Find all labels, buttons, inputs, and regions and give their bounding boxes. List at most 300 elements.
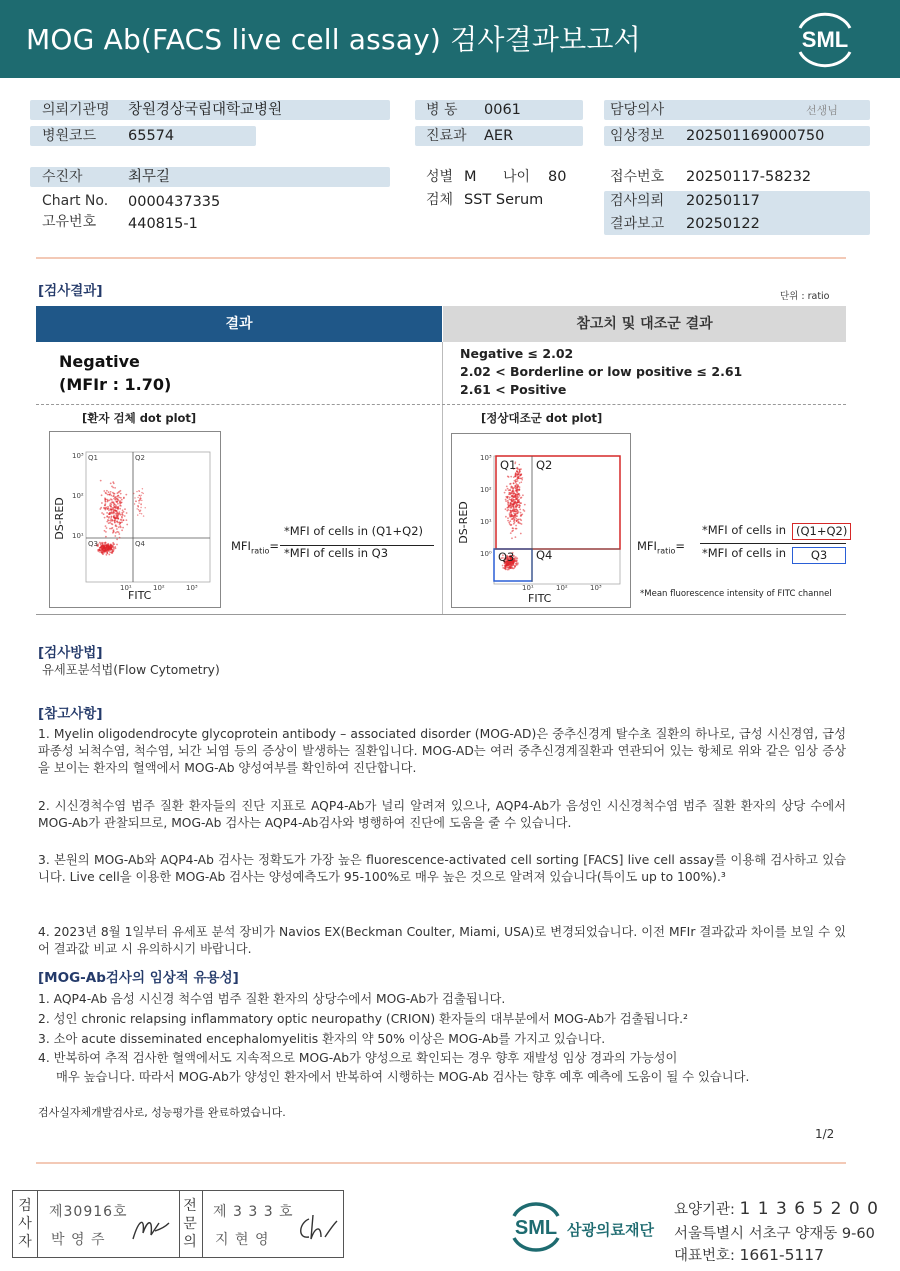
scatter-dot	[112, 487, 114, 489]
scatter-dot	[120, 497, 122, 499]
scatter-dot	[515, 513, 517, 515]
scatter-dot	[510, 532, 512, 534]
scatter-dot	[110, 518, 112, 520]
reference-column-header: 참고치 및 대조군 결과	[443, 306, 846, 342]
scatter-dot	[508, 522, 510, 524]
scatter-dot	[139, 491, 140, 492]
scatter-dot	[113, 511, 115, 513]
ward-value: 0061	[484, 102, 521, 118]
care-number: 요양기관: 1 1 3 6 5 2 0 0	[674, 1199, 879, 1219]
scatter-dot	[117, 506, 119, 508]
scatter-dot	[114, 487, 116, 489]
scatter-dot	[105, 531, 107, 533]
doctor-label: 담당의사	[610, 102, 665, 118]
clinical-item: 3. 소아 acute disseminated encephalomyelitis 환자의 약 50% 이상은 MOG-Ab를 가지고 있습니다.	[38, 1032, 606, 1046]
scatter-dot	[122, 509, 124, 511]
scatter-dot	[117, 518, 119, 520]
scatter-dot	[505, 569, 507, 571]
scatter-dot	[110, 506, 112, 508]
scatter-dot	[514, 505, 516, 507]
scatter-dot	[513, 482, 515, 484]
scatter-dot	[513, 506, 515, 508]
scatter-dot	[108, 554, 110, 556]
scatter-dot	[512, 527, 514, 529]
scatter-dot	[112, 549, 114, 551]
scatter-dot	[116, 544, 118, 546]
formula-numerator-prefix: *MFI of cells in	[702, 523, 786, 537]
name-label: 수진자	[42, 169, 83, 185]
note-4: 4. 2023년 8월 1일부터 유세포 분석 장비가 Navios EX(Beckman Coulter, Miami, USA)로 변경되었습니다. 이전 MFIr 결과값과 차이를 보일 수 있어 결과값 비교 시 유의하시기 바랍니다.	[38, 925, 846, 956]
scatter-dot	[520, 474, 522, 476]
signer-role-char: 의	[183, 1234, 197, 1250]
scatter-dot	[118, 497, 120, 499]
scatter-dot	[109, 528, 111, 530]
scatter-dot	[108, 491, 110, 493]
scatter-dot	[120, 527, 122, 529]
scatter-dot	[516, 563, 518, 565]
mfi-formula-label: $MFI_{ratio}=$	[231, 539, 280, 556]
scatter-dot	[122, 527, 124, 529]
scatter-dot	[137, 514, 138, 515]
scatter-dot	[516, 509, 518, 511]
scatter-dot	[113, 517, 115, 519]
tick-label: 10¹	[480, 518, 492, 526]
clinical-item: 1. AQP4-Ab 음성 시신경 척수염 범주 질환 환자의 상당수에서 MOG-Ab가 검출됩니다.	[38, 992, 506, 1006]
scatter-dot	[104, 517, 106, 519]
scatter-dot	[524, 504, 526, 506]
divider	[36, 1162, 846, 1164]
scatter-dot	[506, 486, 508, 488]
divider	[36, 257, 846, 259]
scatter-dot	[116, 510, 118, 512]
scatter-dot	[137, 508, 138, 509]
x-axis-label: FITC	[528, 592, 552, 605]
scatter-dot	[514, 511, 516, 513]
scatter-dot	[516, 561, 518, 563]
scatter-dot	[507, 500, 509, 502]
scatter-dot	[515, 482, 517, 484]
name-value: 최무길	[128, 169, 171, 185]
receipt-label: 접수번호	[610, 169, 665, 185]
signer1-number: 제30916호	[49, 1204, 128, 1220]
scatter-dot	[110, 483, 112, 485]
scatter-dot	[109, 552, 111, 554]
scatter-dot	[117, 516, 119, 518]
report-value: 20250122	[686, 216, 760, 232]
scatter-dot	[116, 501, 118, 503]
table-bottom-border	[36, 614, 846, 615]
scatter-dot	[516, 495, 518, 497]
box-divider	[202, 1191, 203, 1257]
scatter-dot	[509, 510, 511, 512]
scatter-dot	[511, 493, 513, 495]
scatter-dot	[123, 497, 125, 499]
signature-2-icon	[293, 1211, 339, 1245]
formula-denominator: *MFI of cells in Q3	[284, 546, 389, 560]
scatter-dot	[120, 505, 122, 507]
scatter-dot	[106, 527, 108, 529]
formula-numerator: *MFI of cells in (Q1+Q2)	[284, 524, 423, 538]
scatter-dot	[515, 473, 517, 475]
scatter-dot	[143, 493, 144, 494]
institution-label: 의뢰기관명	[42, 102, 110, 118]
method-text: 유세포분석법(Flow Cytometry)	[42, 663, 220, 677]
scatter-dot	[143, 515, 144, 516]
scatter-dot	[103, 550, 105, 552]
scatter-dot	[518, 499, 520, 501]
hospital-code-label: 병원코드	[42, 128, 97, 144]
scatter-dot	[106, 516, 108, 518]
signer-role-char: 문	[183, 1216, 197, 1232]
scatter-dot	[517, 487, 519, 489]
method-title: [검사방법]	[38, 645, 103, 661]
logo-text: SML	[801, 27, 849, 52]
scatter-dot	[106, 512, 108, 514]
scatter-dot	[518, 473, 520, 475]
scatter-dot	[134, 497, 135, 498]
scatter-dot	[507, 507, 509, 509]
scatter-dot	[98, 550, 100, 552]
scatter-dot	[112, 524, 114, 526]
sex-value: M	[464, 169, 477, 185]
scatter-dot	[514, 516, 516, 518]
scatter-dot	[106, 521, 108, 523]
scatter-dot	[119, 511, 121, 513]
scatter-dot	[111, 508, 113, 510]
scatter-dot	[511, 537, 513, 539]
scatter-dot	[516, 518, 518, 520]
scatter-dot	[121, 502, 123, 504]
scatter-dot	[517, 467, 519, 469]
hospital-code-value: 65574	[128, 128, 175, 144]
scatter-dot	[105, 492, 107, 494]
footnote: *Mean fluorescence intensity of FITC channel	[640, 589, 832, 599]
signer-role-char: 사	[18, 1216, 32, 1232]
scatter-dot	[116, 531, 118, 533]
scatter-dot	[120, 493, 122, 495]
tick-label: 10³	[590, 584, 602, 592]
scatter-dot	[513, 499, 515, 501]
control-dot-plot	[451, 433, 631, 608]
scatter-dot	[504, 564, 506, 566]
scatter-dot	[519, 495, 521, 497]
scatter-dot	[502, 567, 504, 569]
scatter-dot	[512, 493, 514, 495]
quadrant-label: Q3	[498, 550, 515, 564]
scatter-dot	[141, 500, 142, 501]
scatter-dot	[507, 517, 509, 519]
institution-value: 창원경상국립대학교병원	[128, 102, 283, 118]
quadrant-label: Q4	[135, 540, 145, 548]
result-line-1: Negative	[59, 352, 140, 371]
tick-label: 10²	[72, 492, 84, 500]
scatter-dot	[508, 476, 510, 478]
scatter-dot	[119, 508, 121, 510]
scatter-dot	[111, 528, 113, 530]
scatter-dot	[101, 512, 103, 514]
patient-plot-title: [환자 검체 dot plot]	[82, 411, 197, 425]
scatter-dot	[519, 482, 521, 484]
report-header	[0, 0, 900, 78]
certified-note: 검사실자체개발검사로, 성능평가를 완료하였습니다.	[38, 1106, 286, 1119]
signer-role-char: 검	[18, 1198, 32, 1214]
tick-label: 10³	[186, 584, 198, 592]
scatter-dot	[511, 530, 513, 532]
scatter-dot	[100, 507, 102, 509]
scatter-dot	[516, 489, 518, 491]
denominator-box: Q3	[792, 547, 846, 564]
scatter-dot	[522, 494, 524, 496]
scatter-dot	[510, 514, 512, 516]
scatter-dot	[125, 494, 127, 496]
scatter-dot	[110, 498, 112, 500]
notes-title: [참고사항]	[38, 706, 103, 722]
scatter-dot	[110, 516, 112, 518]
scatter-dot	[509, 567, 511, 569]
scatter-dot	[507, 488, 509, 490]
scatter-dot	[142, 488, 143, 489]
receipt-value: 20250117-58232	[686, 169, 812, 185]
scatter-dot	[504, 492, 506, 494]
scatter-dot	[515, 479, 517, 481]
scatter-dot	[508, 492, 510, 494]
scatter-dot	[141, 495, 142, 496]
info-bar	[30, 167, 390, 187]
scatter-dot	[138, 495, 139, 496]
scatter-dot	[100, 480, 102, 482]
scatter-dot	[520, 515, 522, 517]
scatter-dot	[118, 533, 120, 535]
mfi-formula-label: $MFI_{ratio}=$	[637, 539, 686, 556]
clinical-value: 202501169000750	[686, 128, 825, 144]
quadrant-label: Q2	[536, 458, 553, 472]
scatter-dot	[522, 477, 524, 479]
scatter-dot	[119, 501, 121, 503]
scatter-dot	[518, 506, 520, 508]
scatter-dot	[523, 509, 525, 511]
note-2: 2. 시신경척수염 범주 질환 환자들의 진단 지표로 AQP4-Ab가 널리 알려져 있으나, AQP4-Ab가 음성인 시신경척수염 범주 질환 환자의 상당 수에서 MOG-Ab가 관찰되므로, MOG-Ab 검사는 AQP4-Ab검사와 병행하여 진단에 도움을 줄 수 있습니다.	[38, 799, 846, 830]
scatter-dot	[520, 512, 522, 514]
scatter-dot	[509, 483, 511, 485]
scatter-dot	[115, 496, 117, 498]
quadrant-label: Q4	[536, 548, 553, 562]
page-number: 1/2	[815, 1127, 835, 1141]
scatter-dot	[109, 512, 111, 514]
scatter-dot	[114, 535, 116, 537]
dashed-separator	[36, 404, 846, 405]
scatter-dot	[520, 497, 522, 499]
scatter-dot	[135, 501, 136, 502]
scatter-dot	[515, 485, 517, 487]
scatter-dot	[521, 481, 523, 483]
scatter-dot	[512, 491, 514, 493]
tick-label: 10¹	[72, 532, 84, 540]
scatter-dot	[511, 506, 513, 508]
scatter-dot	[506, 510, 508, 512]
scatter-dot	[137, 505, 138, 506]
scatter-dot	[138, 509, 139, 510]
scatter-dot	[140, 507, 141, 508]
tick-label: 10¹	[522, 584, 534, 592]
scatter-dot	[133, 493, 134, 494]
scatter-dot	[112, 501, 114, 503]
quadrant-label: Q1	[88, 454, 98, 462]
scatter-dot	[110, 545, 112, 547]
org-address: 서울특별시 서초구 양재동 9-60	[674, 1226, 875, 1242]
scatter-dot	[140, 504, 141, 505]
scatter-dot	[108, 517, 110, 519]
clinical-title: [MOG-Ab검사의 임상적 유용성]	[38, 970, 239, 986]
scatter-dot	[113, 543, 115, 545]
scatter-dot	[107, 543, 109, 545]
scatter-dot	[520, 502, 522, 504]
scatter-dot	[114, 499, 116, 501]
scatter-dot	[515, 499, 517, 501]
signer1-name: 박 영 주	[51, 1232, 106, 1248]
scatter-dot	[506, 497, 508, 499]
signer2-name: 지 현 영	[215, 1232, 270, 1248]
scatter-dot	[140, 498, 141, 499]
scatter-dot	[505, 516, 507, 518]
scatter-dot	[145, 507, 146, 508]
report-title: MOG Ab(FACS live cell assay) 검사결과보고서	[26, 23, 641, 56]
scatter-dot	[103, 513, 105, 515]
scatter-dot	[519, 464, 521, 466]
scatter-dot	[511, 567, 513, 569]
tick-label: 10²	[480, 486, 492, 494]
scatter-dot	[516, 515, 518, 517]
doctor-suffix: 선생님	[806, 104, 838, 117]
scatter-dot	[518, 522, 520, 524]
signer2-number: 제 3 3 3 호	[213, 1204, 294, 1220]
result-line-2: (MFIr : 1.70)	[59, 375, 172, 394]
scatter-dot	[107, 546, 109, 548]
scatter-dot	[502, 565, 504, 567]
scatter-dot	[121, 529, 123, 531]
scatter-dot	[107, 499, 109, 501]
scatter-dot	[519, 504, 521, 506]
results-title: [검사결과]	[38, 283, 103, 299]
scatter-dot	[105, 499, 107, 501]
scatter-dot	[138, 502, 139, 503]
box-divider	[37, 1191, 38, 1257]
specimen-label: 검체	[426, 192, 454, 208]
scatter-dot	[101, 542, 103, 544]
scatter-dot	[516, 483, 518, 485]
scatter-dot	[106, 552, 108, 554]
scatter-dot	[514, 566, 516, 568]
scatter-dot	[512, 488, 514, 490]
scatter-dot	[103, 508, 105, 510]
scatter-dot	[505, 489, 507, 491]
scatter-dot	[124, 508, 126, 510]
scatter-dot	[114, 510, 116, 512]
scatter-dot	[511, 499, 513, 501]
scatter-dot	[505, 499, 507, 501]
scatter-dot	[515, 475, 517, 477]
reference-negative: Negative ≤ 2.02	[460, 346, 574, 361]
sex-label: 성별	[426, 169, 454, 185]
tick-label: 10³	[480, 454, 492, 462]
scatter-dot	[115, 525, 117, 527]
scatter-dot	[505, 500, 507, 502]
scatter-dot	[140, 499, 141, 500]
scatter-dot	[107, 519, 109, 521]
control-plot-title: [정상대조군 dot plot]	[481, 411, 603, 425]
scatter-dot	[119, 537, 121, 539]
scatter-dot	[521, 523, 523, 525]
scatter-dot	[513, 520, 515, 522]
scatter-dot	[515, 556, 517, 558]
scatter-dot	[512, 508, 514, 510]
sml-footer-logo-icon	[508, 1198, 564, 1254]
scatter-dot	[112, 532, 114, 534]
scatter-dot	[517, 480, 519, 482]
scatter-dot	[126, 524, 128, 526]
scatter-dot	[105, 525, 107, 527]
scatter-dot	[513, 511, 515, 513]
chart-label: Chart No.	[42, 193, 109, 209]
scatter-dot	[114, 506, 116, 508]
scatter-dot	[141, 492, 142, 493]
reference-positive: 2.61 < Positive	[460, 382, 567, 397]
scatter-dot	[137, 497, 138, 498]
scatter-dot	[520, 468, 522, 470]
scatter-dot	[115, 516, 117, 518]
dept-value: AER	[484, 128, 514, 144]
scatter-dot	[510, 503, 512, 505]
scatter-dot	[139, 513, 140, 514]
footer-logo-text: SML	[514, 1217, 558, 1239]
formula-denominator-prefix: *MFI of cells in	[702, 546, 786, 560]
reference-borderline: 2.02 < Borderline or low positive ≤ 2.61	[460, 364, 743, 379]
age-label: 나이	[503, 169, 531, 185]
scatter-dot	[101, 494, 103, 496]
org-name: 삼광의료재단	[567, 1221, 654, 1239]
scatter-dot	[141, 513, 142, 514]
scatter-dot	[103, 490, 105, 492]
scatter-dot	[100, 547, 102, 549]
tick-label: 10⁰	[480, 550, 492, 558]
scatter-dot	[513, 523, 515, 525]
scatter-dot	[113, 495, 115, 497]
scatter-dot	[515, 525, 517, 527]
scatter-dot	[505, 508, 507, 510]
scatter-dot	[510, 565, 512, 567]
scatter-dot	[112, 546, 114, 548]
scatter-dot	[510, 476, 512, 478]
scatter-dot	[134, 503, 135, 504]
scatter-dot	[104, 530, 106, 532]
scatter-dot	[507, 567, 509, 569]
clinical-item: 4. 반복하여 추적 검사한 혈액에서도 지속적으로 MOG-Ab가 양성으로 확인되는 경우 향후 재발성 임상 경과의 가능성이	[38, 1051, 678, 1065]
scatter-dot	[103, 546, 105, 548]
scatter-dot	[516, 557, 518, 559]
scatter-dot	[515, 536, 517, 538]
scatter-dot	[110, 491, 112, 493]
scatter-dot	[515, 487, 517, 489]
scatter-dot	[511, 495, 513, 497]
scatter-dot	[126, 512, 128, 514]
scatter-dot	[511, 501, 513, 503]
scatter-dot	[507, 502, 509, 504]
scatter-dot	[517, 501, 519, 503]
scatter-dot	[136, 491, 137, 492]
tick-label: 10²	[556, 584, 568, 592]
scatter-dot	[111, 520, 113, 522]
scatter-dot	[121, 519, 123, 521]
box-divider	[179, 1191, 180, 1257]
